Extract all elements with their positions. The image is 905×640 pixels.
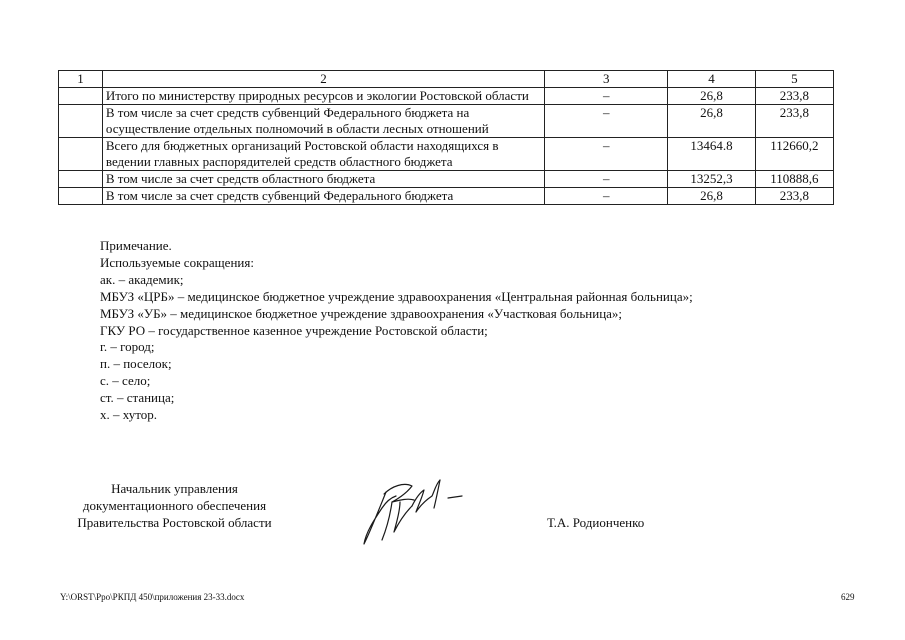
row-number: [59, 188, 103, 205]
row-col-5: 112660,2: [755, 138, 833, 171]
row-col-5: 233,8: [755, 88, 833, 105]
table-row: [59, 188, 834, 205]
row-col-5: 110888,6: [755, 171, 833, 188]
row-name: Итого по министерству природных ресурсов и экологии Ростовской области: [102, 88, 544, 105]
row-name: В том числе за счет средств субвенций Федерального бюджета на осуществление отдельных полномочий в области лесных отношений: [102, 105, 544, 138]
table-row: [59, 105, 834, 138]
row-number: [59, 138, 103, 171]
header-col-4: 4: [668, 71, 756, 88]
row-col-4: 26,8: [668, 88, 756, 105]
table-header-row: [59, 71, 834, 88]
header-col-3: 3: [545, 71, 668, 88]
table-row: [59, 138, 834, 171]
header-col-1: 1: [59, 71, 103, 88]
notes-section: [100, 238, 693, 424]
note-heading: Примечание.: [100, 238, 172, 253]
row-col-3: –: [545, 88, 668, 105]
abbreviation-item: ГКУ РО – государственное казенное учреждение Ростовской области;: [100, 322, 488, 338]
abbreviation-item: МБУЗ «УБ» – медицинское бюджетное учреждение здравоохранения «Участковая больница»;: [100, 305, 623, 321]
abbreviation-item: ст. – станица;: [100, 390, 175, 406]
row-col-5: 233,8: [755, 105, 833, 138]
row-number: [59, 105, 103, 138]
row-col-4: 13464.8: [668, 138, 756, 171]
signatory-title-line: Правительства Ростовской области: [77, 515, 272, 530]
header-col-2: 2: [102, 71, 544, 88]
row-col-3: –: [545, 171, 668, 188]
signatory-title-line: документационного обеспечения: [82, 498, 267, 513]
row-col-4: 26,8: [668, 188, 756, 205]
signatory-title-line: Начальник управления: [111, 481, 238, 496]
page-number: 629: [841, 592, 855, 602]
row-name: В том числе за счет средств субвенций Федерального бюджета: [102, 188, 544, 205]
abbreviation-item: п. – поселок;: [100, 356, 172, 372]
row-col-3: –: [545, 138, 668, 171]
row-name: В том числе за счет средств областного бюджета: [102, 171, 544, 188]
row-col-3: –: [545, 105, 668, 138]
row-name: Всего для бюджетных организаций Ростовской области находящихся в ведении главных распорядителей средств областного бюджета: [102, 138, 544, 171]
row-number: [59, 171, 103, 188]
footer-file-path: Y:\ORST\Ppo\РКПД 450\приложения 23-33.docx: [60, 592, 245, 602]
budget-table: [58, 70, 834, 205]
row-number: [59, 88, 103, 105]
abbreviation-item: МБУЗ «ЦРБ» – медицинское бюджетное учреждение здравоохранения «Центральная районная больница»;: [100, 288, 693, 304]
table-row: [59, 171, 834, 188]
row-col-4: 13252,3: [668, 171, 756, 188]
signatory-title: [58, 480, 291, 531]
handwritten-signature: [356, 472, 476, 552]
abbreviation-item: г. – город;: [100, 339, 155, 355]
abbreviations-heading: Используемые сокращения:: [100, 254, 254, 270]
row-col-3: –: [545, 188, 668, 205]
header-col-5: 5: [755, 71, 833, 88]
abbreviation-item: х. – хутор.: [100, 407, 158, 423]
table-row: [59, 88, 834, 105]
row-col-4: 26,8: [668, 105, 756, 138]
abbreviation-item: с. – село;: [100, 373, 151, 389]
signatory-name: Т.А. Родионченко: [547, 515, 645, 530]
abbreviation-item: ак. – академик;: [100, 271, 184, 287]
row-col-5: 233,8: [755, 188, 833, 205]
